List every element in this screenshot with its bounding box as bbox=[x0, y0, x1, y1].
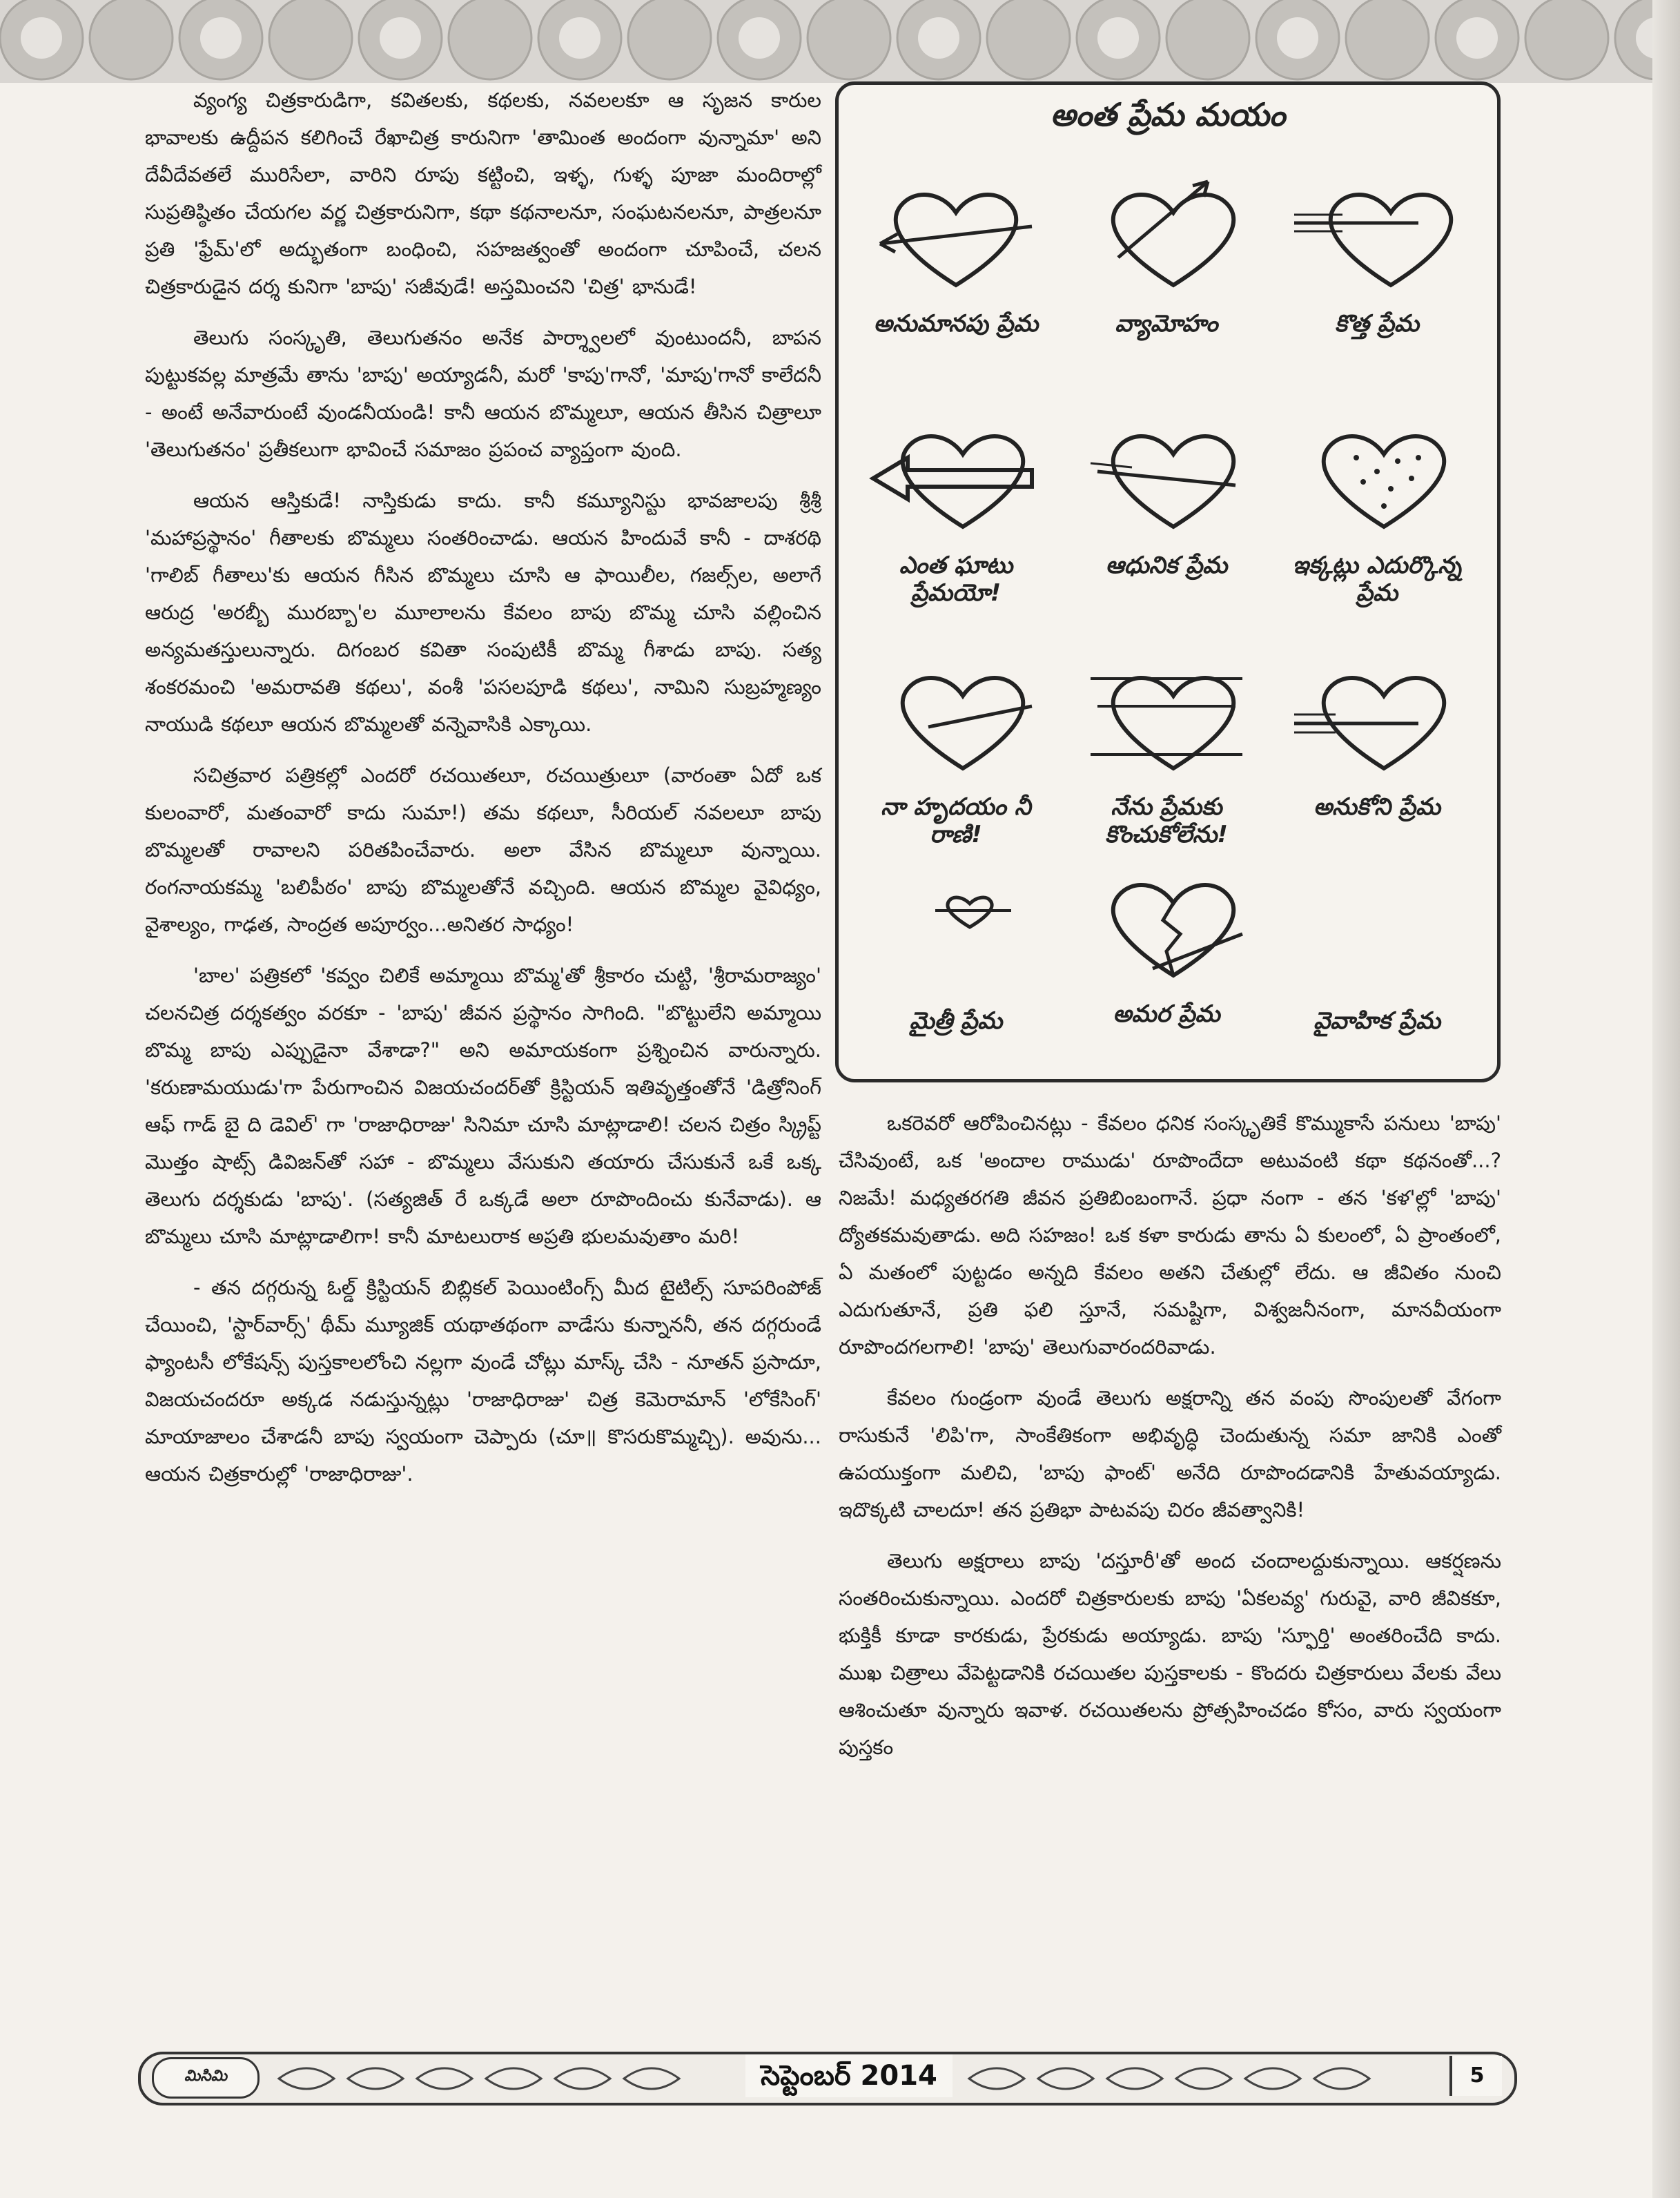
heart-label: వైవాహిక ప్రేమ bbox=[1313, 1007, 1440, 1035]
heart-arrow-icon bbox=[1280, 168, 1474, 306]
heart-label: ఇక్కట్లు ఎదుర్కొన్న ప్రేమ bbox=[1292, 552, 1462, 607]
article-paragraph: ఒకరెవరో ఆరోపించినట్లు - కేవలం ధనిక సంస్కృతికే కొమ్ముకాసే పనులు 'బాపు' చేసివుంటే, ఒక 'అందాల రాముడు' రూపొందేదా అటువంటి కథా కథనంతో...? నిజమే! మధ్యతరగతి జీవన ప్రతిబింబంగానే. ప్రధా నంగా - తన 'కళ'ల్లో 'బాపు' ద్యోతకమవుతాడు. అది సహజం! ఒక కళా కారుడు తాను ఏ కులంలో, ఏ ప్రాంతంలో, ఏ మతంలో పుట్టడం అన్నది కేవలం అతని చేతుల్లో లేదు. ఆ జీవితం నుంచి ఎదుగుతూనే, ప్రతి ఫలి స్తూనే, సమష్టిగా, విశ్వజనీనంగా, మానవీయంగా రూపొందగలగాలి! 'బాపు' తెలుగువారందరివాడు. bbox=[839, 1111, 1501, 1359]
heart-cell-8 bbox=[1063, 651, 1270, 858]
page-footer bbox=[138, 2036, 1512, 2112]
heart-label: అనుమానపు ప్రేమ bbox=[873, 310, 1039, 338]
article-paragraph: - తన దగ్గరున్న ఓల్డ్ క్రిస్టియన్ బిబ్లికల్ పెయింటింగ్స్ మీద టైటిల్స్ సూపరింపోజ్ చేయించి, 'స్టార్‌వార్స్' థీమ్ మ్యూజిక్ యథాతథంగా వాడేసు కున్నాననీ, తన దగ్గరుండే ఫ్యాంటసీ లోకేషన్స్ పుస్తకాలలోంచి నల్లగా వుండే చోట్లు మాస్క్ చేసి - నూతన్ ప్రసాదూ, విజయచందరూ అక్కడ నడుస్తున్నట్లు 'రాజాధిరాజు' చిత్ర కెమెరామాన్ 'లోకేసింగ్' మాయాజాలం చేశాడనీ బాపు స్వయంగా చెప్పారు (చూ॥ కొసరుకొమ్మచ్చి). అవును... ఆయన చిత్రకారుల్లో 'రాజాధిరాజు'. bbox=[145, 1276, 821, 1486]
heart-arrow-icon bbox=[1280, 651, 1474, 789]
heart-label: ఆధునిక ప్రేమ bbox=[1105, 552, 1228, 579]
heart-label: వ్యామోహం bbox=[1115, 310, 1218, 338]
heart-label: కొత్త ప్రేమ bbox=[1334, 310, 1420, 338]
heart-arrow-icon bbox=[859, 409, 1053, 547]
issue-date: సెప్టెంబర్ 2014 bbox=[745, 2054, 953, 2097]
heart-label: ఎంత ఘాటు ప్రేమయో! bbox=[899, 552, 1013, 607]
page-number: 5 bbox=[1449, 2056, 1502, 2096]
page-edge-shadow bbox=[1652, 0, 1680, 2198]
heart-cell-10 bbox=[852, 865, 1059, 1072]
heart-label: అనుకోని ప్రేమ bbox=[1313, 793, 1441, 821]
heart-cell-9 bbox=[1273, 651, 1481, 858]
dotted-heart-icon bbox=[1280, 409, 1474, 547]
heart-label: నేను ప్రేమకు కొంచుకోలేను! bbox=[1105, 793, 1228, 848]
heart-cell-2 bbox=[1063, 168, 1270, 375]
heart-cell-5 bbox=[1063, 409, 1270, 616]
article-paragraph: తెలుగు అక్షరాలు బాపు 'దస్తూరీ'తో అంద చందాలద్దుకున్నాయి. ఆకర్షణను సంతరించుకున్నాయి. ఎందరో చిత్రకారులకు బాపు 'ఏకలవ్య' గురువై, వారి జీవికకూ, భుక్తికీ కూడా కారకుడు, ప్రేరకుడు అయ్యాడు. బాపు 'స్ఫూర్తి' అంతరించేది కాదు. ముఖ చిత్రాలు వేపెట్టడానికి రచయితల పుస్తకాలకు - కొందరు చిత్రకారులు వేలకు వేలు ఆశించుతూ వున్నారు ఇవాళ. రచయితలను ప్రోత్సహించడం కోసం, వారు స్వయంగా పుస్తకం bbox=[839, 1549, 1501, 1759]
article-right-column bbox=[839, 1105, 1501, 1780]
heart-cell-12 bbox=[1273, 865, 1481, 1072]
heart-arrow-icon bbox=[1070, 409, 1263, 547]
heart-label: అమర ప్రేమ bbox=[1113, 1000, 1220, 1028]
article-paragraph: ఆయన ఆస్తికుడే! నాస్తికుడు కాదు. కానీ కమ్యూనిస్టు భావజాలపు శ్రీశ్రీ 'మహాప్రస్థానం' గీతాలకు బొమ్మలు సంతరించాడు. ఆయన హిందువే కానీ - దాశరథి 'గాలిబ్ గీతాలు'కు ఆయన గీసిన బొమ్మలు చూసి ఆ ఫాయిలీల, గజల్స్‌ల, అలాగే ఆరుద్ర 'అరబ్బీ మురబ్బా'ల మూలాలను కేవలం బాపు బొమ్మ చూసి వల్లించిన అన్యమతస్తులున్నారు. దిగంబర కవితా సంపుటికీ బొమ్మ గీశాడు బాపు. సత్య శంకరమంచి 'అమరావతి కథలు', వంశీ 'పసలపూడి కథలు', నామిని సుబ్రహ్మణ్యం నాయుడి కథలూ ఆయన బొమ్మలతో వన్నెవాసికి ఎక్కాయి. bbox=[145, 489, 821, 736]
heart-label: మైత్రీ ప్రేమ bbox=[909, 1007, 1003, 1035]
article-paragraph: సచిత్రవార పత్రికల్లో ఎందరో రచయితలూ, రచయిత్రులూ (వారంతా ఏదో ఒక కులంవారో, మతంవారో కాదు సుమా!) తమ కథలూ, సీరియల్ నవలలూ బాపు బొమ్మలతో రావాలని పరితపించేవారు. అలా వేసిన బొమ్మలూ వున్నాయి. రంగనాయకమ్మ 'బలిపీఠం' బాపు బొమ్మలతోనే వచ్చింది. ఆయన బొమ్మల వైవిధ్యం, వైశాల్యం, గాఢత, సాంద్రత అపూర్వం...అనితర సాధ్యం! bbox=[145, 764, 821, 936]
circle-pattern bbox=[0, 0, 1680, 83]
heart-arrow-icon bbox=[1070, 651, 1263, 789]
heart-cell-3 bbox=[1273, 168, 1481, 375]
article-paragraph: 'బాల' పత్రికలో 'కవ్వం చిలికే అమ్మాయి బొమ్మ'తో శ్రీకారం చుట్టి, 'శ్రీరామరాజ్యం' చలనచిత్ర దర్శకత్వం వరకూ - 'బాపు' జీవన ప్రస్థానం సాగింది. "బొట్టులేని అమ్మాయి బొమ్మ బాపు ఎప్పుడైనా వేశాడా?" అని అమాయకంగా ప్రశ్నించిన వారున్నారు. 'కరుణామయుడు'గా పేరుగాంచిన విజయచందర్‌తో క్రిస్టియన్ ఇతివృత్తంతోనే 'డిత్రోనింగ్ ఆఫ్ గాడ్ బై ది డెవిల్' గా 'రాజాధిరాజు' సినిమా చూసి మాట్లాడాలి! చలన చిత్రం స్క్రిప్ట్ మొత్తం షాట్స్ డివిజన్‌తో సహా - బొమ్మలు వేసుకుని తయారు చేసుకునే ఒకే ఒక్క తెలుగు దర్శకుడు 'బాపు'. (సత్యజిత్ రే ఒక్కడే అలా రూపొందించు కునేవాడు). ఆ బొమ్మలు చూసి మాట్లాడాలిగా! కానీ మాటలురాక అప్రతి భులమవుతాం మరి! bbox=[145, 964, 821, 1248]
article-paragraph: తెలుగు సంస్కృతి, తెలుగుతనం అనేక పార్శ్వాలలో వుంటుందనీ, బాపన పుట్టుకవల్ల మాత్రమే తాను 'బాపు' అయ్యాడనీ, మరో 'కాపు'గానో, 'మాపు'గానో కాలేదనీ - అంటే అనేవారుంటే వుండనీయండి! కానీ ఆయన బొమ్మలూ, ఆయన తీసిన చిత్రాలూ 'తెలుగుతనం' ప్రతీకలుగా భావించే సమాజం ప్రపంచ వ్యాప్తంగా వుంది. bbox=[145, 326, 821, 461]
small-heart-arrow-icon bbox=[859, 865, 1053, 1003]
top-decorative-band bbox=[0, 0, 1680, 83]
heart-label: నా హృదయం నీ రాణి! bbox=[881, 793, 1031, 848]
heart-cell-6 bbox=[1273, 409, 1481, 616]
magazine-logo: మిసిమి bbox=[152, 2057, 260, 2099]
article-left-column bbox=[145, 81, 821, 1506]
heart-arrow-icon bbox=[1070, 168, 1263, 306]
heart-arrow-icon bbox=[859, 651, 1053, 789]
box-title: అంత ప్రేమ మయం bbox=[1050, 96, 1286, 133]
article-paragraph: కేవలం గుండ్రంగా వుండే తెలుగు అక్షరాన్ని తన వంపు సొంపులతో వేగంగా రాసుకునే 'లిపి'గా, సాంకేతికంగా అభివృద్ధి చెందుతున్న సమా జానికి ఎంతో ఉపయుక్తంగా మలిచి, 'బాపు ఫాంట్' అనేది రూపొందడానికి హేతువయ్యాడు. ఇదొక్కటి చాలదూ! తన ప్రతిభా పాటవపు చిరం జీవత్వానికి! bbox=[839, 1386, 1501, 1521]
heart-cell-7 bbox=[852, 651, 1059, 858]
heart-cell-1 bbox=[852, 168, 1059, 375]
heart-cell-4 bbox=[852, 409, 1059, 616]
article-paragraph: వ్యంగ్య చిత్రకారుడిగా, కవితలకు, కథలకు, నవలలకూ ఆ సృజన కారుల భావాలకు ఉద్దీపన కలిగించే రేఖాచిత్ర కారునిగా 'తామింత అందంగా వున్నామా' అని దేవీదేవతలే మురిసేలా, వారిని రూపు కట్టించి, ఇళ్ళ, గుళ్ళ పూజా మందిరాల్లో సుప్రతిష్ఠితం చేయగల వర్ణ చిత్రకారునిగా, కథా కథనాలనూ, సంఘటనలనూ, పాత్రలనూ ప్రతి 'ఫ్రేమ్'లో అద్భుతంగా బంధించి, సహజత్వంతో అందంగా చూపించే, చలన చిత్రకారుడైన దర్శ కునిగా 'బాపు' సజీవుడే! అస్తమించని 'చిత్ర' భానుడే! bbox=[145, 88, 821, 298]
heart-cell-11 bbox=[1063, 830, 1270, 1038]
illustration-box bbox=[835, 81, 1501, 1082]
heart-arrow-icon bbox=[859, 168, 1053, 306]
broken-heart-icon bbox=[1070, 830, 1263, 996]
